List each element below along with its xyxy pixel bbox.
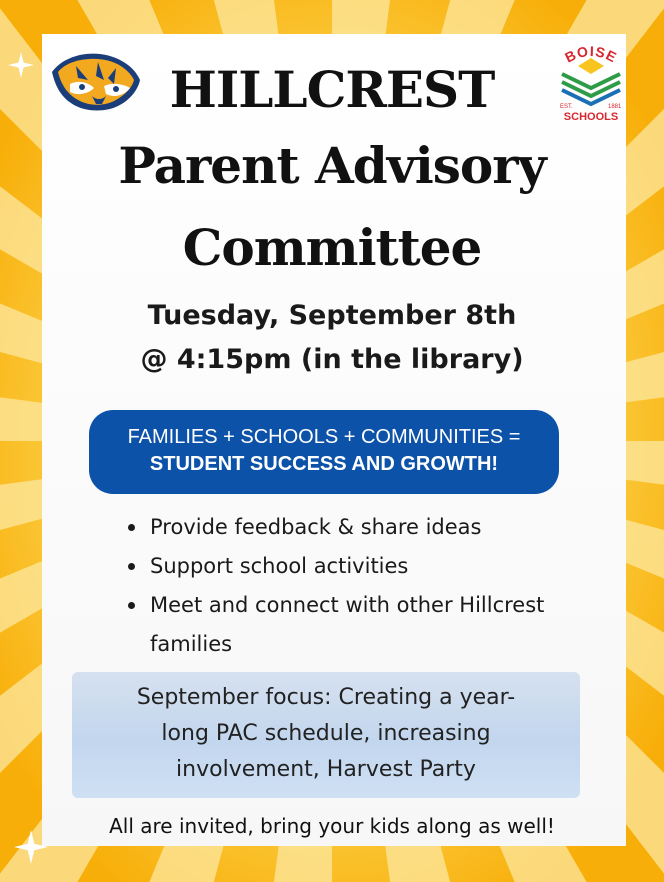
focus-line-1: September focus: Creating a year-	[136, 685, 516, 710]
boise-logo-top-text: BOISE	[562, 44, 620, 66]
list-item: Provide feedback & share ideas	[126, 508, 546, 547]
motto-line-1: FAMILIES + SCHOOLS + COMMUNITIES =	[127, 426, 521, 448]
motto-line-2: STUDENT SUCCESS AND GROWTH!	[149, 453, 499, 475]
boise-logo-year-text: 1881	[608, 104, 622, 110]
motto-banner	[89, 410, 559, 494]
benefits-list	[126, 508, 546, 664]
title-line-2: Parent Advisory	[118, 136, 546, 195]
boise-logo-est-text: EST.	[560, 104, 573, 110]
list-item: Meet and connect with other Hillcrest families	[126, 586, 546, 664]
september-focus-box	[72, 672, 580, 798]
focus-line-2: long PAC schedule, increasing	[161, 721, 491, 746]
meeting-date: Tuesday, September 8th	[147, 300, 517, 331]
meeting-time-location: @ 4:15pm (in the library)	[140, 344, 524, 375]
invitation-footer: All are invited, bring your kids along as well!	[109, 814, 555, 838]
list-item: Support school activities	[126, 547, 546, 586]
boise-logo-bottom-text: SCHOOLS	[563, 111, 619, 123]
focus-line-3: involvement, Harvest Party	[176, 757, 476, 782]
title-line-1: HILLCREST	[169, 60, 495, 119]
title-line-3: Committee	[182, 218, 482, 277]
